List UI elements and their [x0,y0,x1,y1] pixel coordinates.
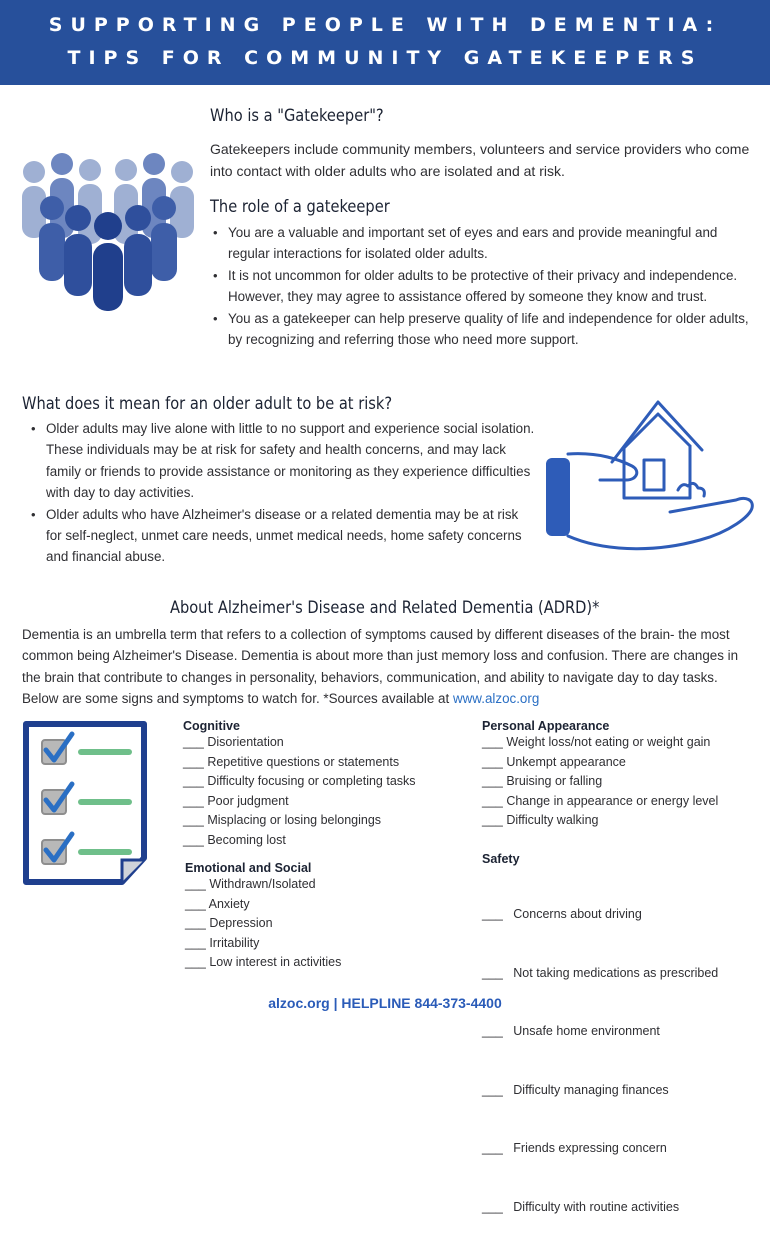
list-item: ___ Difficulty managing finances [482,1082,669,1097]
list-item: ___ Unkempt appearance [482,754,626,769]
safety-list [482,866,762,1256]
role-heading: The role of a gatekeeper [210,197,390,217]
list-item: ___ Not taking medications as prescribed [482,965,719,980]
cognitive-list [183,733,463,850]
gatekeeper-section [210,106,412,126]
list-item: ___ Disorientation [183,735,284,749]
emotional-section [185,861,465,973]
list-item: ___ Anxiety [185,896,250,911]
list-item: ___ Weight loss/not eating or weight gain [482,735,711,749]
title-banner [0,0,770,85]
list-item: ___ Concerns about driving [482,907,642,921]
list-item: ___ Depression [185,916,273,930]
list-item: ___ Withdrawn/Isolated [185,877,316,891]
cognitive-section [183,719,463,850]
title-line-1: SUPPORTING PEOPLE WITH DEMENTIA: [48,14,722,36]
footer-site-link[interactable]: alzoc.org [268,995,330,1011]
safety-section [482,852,762,1256]
footer [0,995,770,1011]
footer-separator: | [329,995,342,1011]
appearance-list [482,733,762,831]
emotional-title: Emotional and Social [185,861,312,875]
list-item: ___ Difficulty focusing or completing tasks [183,774,416,788]
appearance-title: Personal Appearance [482,719,610,733]
list-item: ___ Low interest in activities [185,955,342,969]
risk-heading: What does it mean for an older adult to be at risk? [22,394,393,414]
title-line-2: TIPS FOR COMMUNITY GATEKEEPERS [67,47,703,69]
adrd-text: Dementia is an umbrella term that refers to a collection of symptoms caused by different diseases of the brain- the most common being Alzheimer's Disease. Dementia is about more than just memory loss and confusion. There are changes in the brain that contribute to changes in personality, behaviors, communication, and ability to navigate day to day tasks. Below are some signs and symptoms to watch for. *Sources available at [22,627,739,707]
list-item: ___ Friends expressing concern [482,1141,667,1155]
adrd-heading-wrap [0,598,770,618]
risk-list [28,418,536,568]
list-item: ___ Bruising or falling [482,774,603,788]
list-item: • Older adults may live alone with little to no support and experience social isolation. These individuals may be at risk for safety and health concerns, and may lack family or friends to provide assistance or monitoring as they experience difficulties with day to day activities. [28,418,536,504]
gatekeeper-heading: Who is a "Gatekeeper"? [210,106,384,126]
list-item: ___ Repetitive questions or statements [183,754,400,769]
list-item: ___ Difficulty with routine activities [482,1199,680,1214]
alzoc-link[interactable]: www.alzoc.org [452,691,540,707]
gatekeeper-text: Gatekeepers include community members, volunteers and service providers who come into contact with older adults who are isolated and at risk. [210,141,750,179]
list-item: • You are a valuable and important set of eyes and ears and provide meaningful and regular interactions for isolated older adults. [210,222,750,265]
safety-title: Safety [482,852,520,866]
list-item: ___ Poor judgment [183,793,289,808]
list-item: ___ Unsafe home environment [482,1024,660,1038]
list-item: ___ Becoming lost [183,832,286,847]
adrd-paragraph [22,624,752,710]
group-of-people-icon [18,150,198,315]
adrd-heading: About Alzheimer's Disease and Related Dementia (ADRD)* [170,598,600,618]
role-heading-wrap [210,197,419,217]
list-item: ___ Change in appearance or energy level [482,793,719,808]
list-item: ___ Irritability [185,935,260,950]
list-item: ___ Misplacing or losing belongings [183,813,382,827]
house-in-hand-icon [540,390,760,560]
cognitive-title: Cognitive [183,719,240,733]
list-item: • It is not uncommon for older adults to be protective of their privacy and independence. However, they may agree to assistance offered by someone they know and trust. [210,265,750,308]
list-item: • Older adults who have Alzheimer's disease or a related dementia may be at risk for self-neglect, unmet care needs, unmet medical needs, home safety concerns and financial abuse. [28,504,536,568]
list-item: • You as a gatekeeper can help preserve quality of life and independence for older adults, by recognizing and referring those who need more support. [210,308,750,351]
emotional-list [185,875,465,973]
list-item: ___ Difficulty walking [482,813,599,827]
role-list [210,222,750,350]
footer-helpline[interactable]: HELPLINE 844-373-4400 [341,995,502,1011]
checklist-icon [20,718,150,888]
appearance-section [482,719,762,831]
risk-heading-wrap [22,394,452,414]
